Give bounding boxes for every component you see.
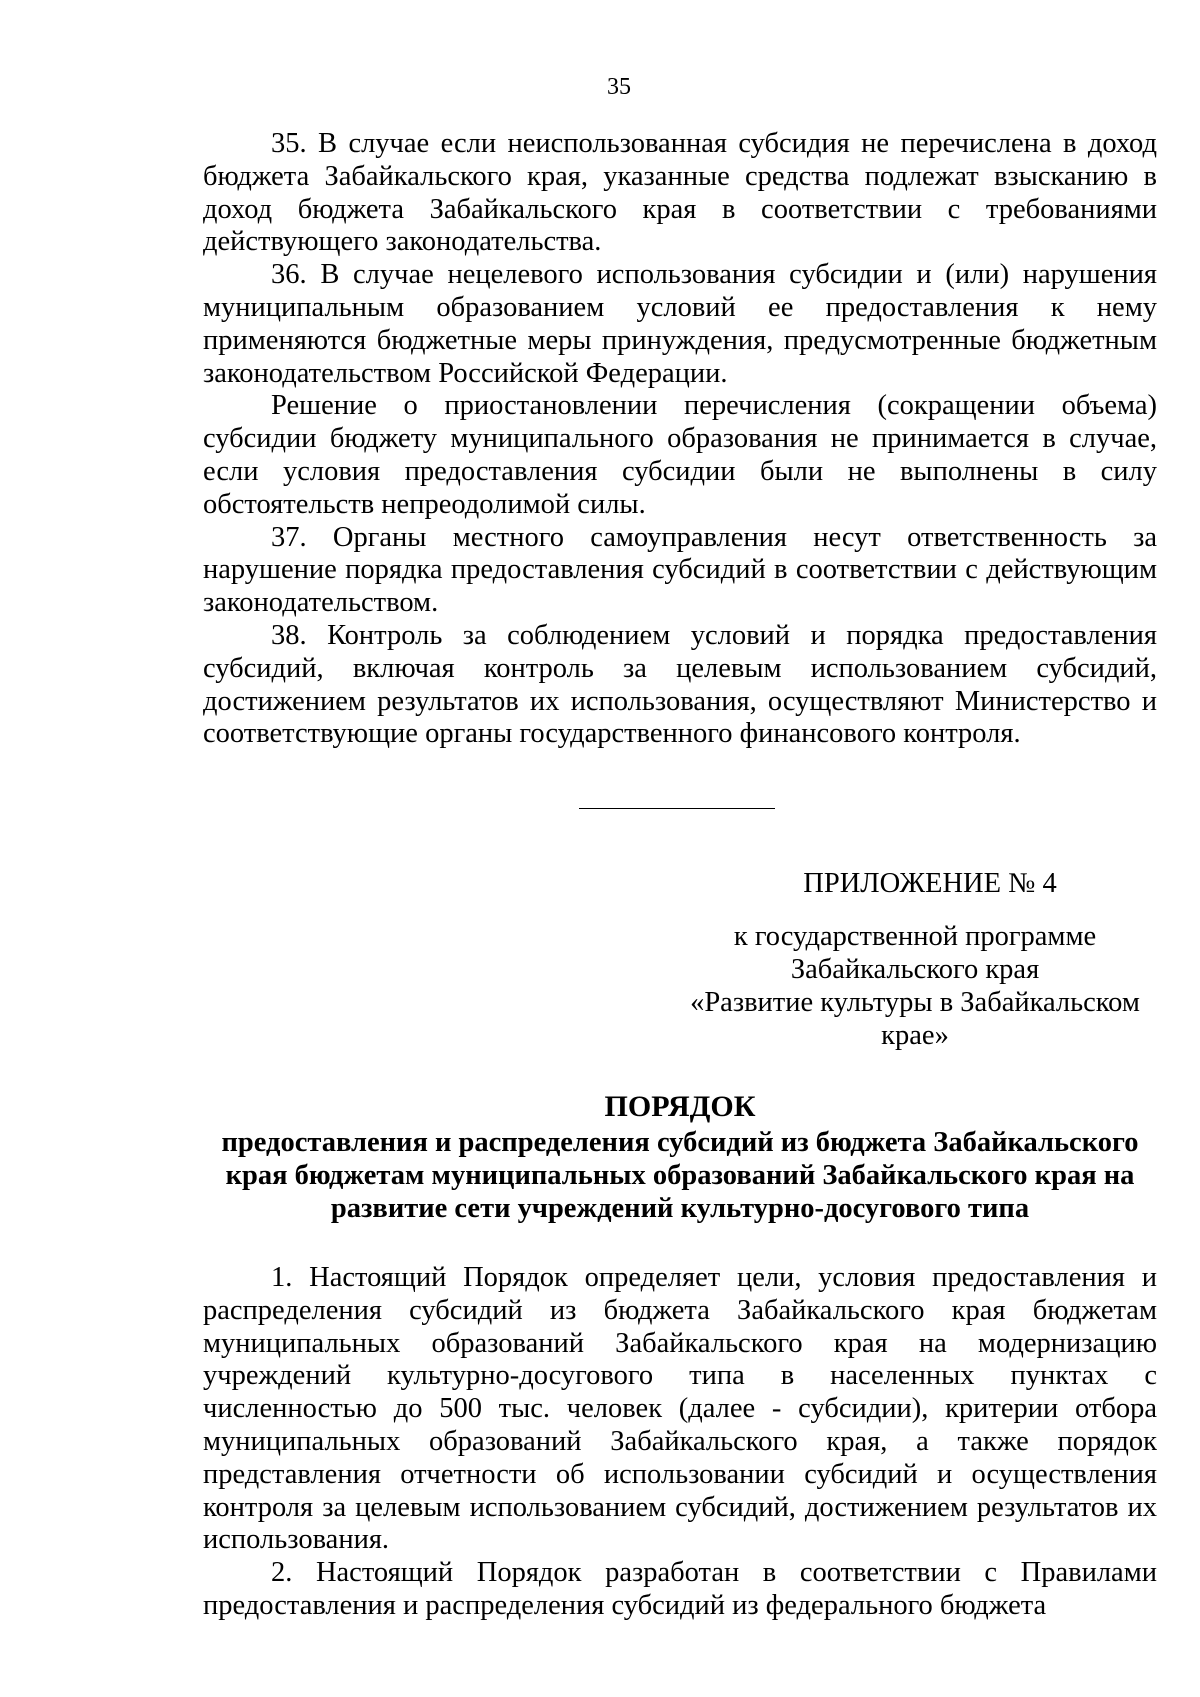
bottom-section [203, 1262, 1157, 1623]
paragraph-38: 38. Контроль за соблюдением условий и порядка предоставления субсидий, включая контроль за целевым использованием субсидий, достижением результатов их использования, осуществляют Министерство и соответствующие органы государственного финансового контроля. [203, 619, 1157, 750]
top-section [203, 128, 1157, 751]
heading-line: края бюджетам муниципальных образований Забайкальского края на [225, 1160, 1135, 1191]
appendix-line: Забайкальского края [790, 954, 1040, 985]
heading-line: предоставления и распределения субсидий из бюджета Забайкальского [221, 1127, 1139, 1158]
paragraph-36: 36. В случае нецелевого использования субсидии и (или) нарушения муниципальным образованием условий ее предоставления к нему применяются бюджетные меры принуждения, предусмотренные бюджетным законодательством Российской Федерации. [203, 259, 1157, 389]
paragraph-36-decision: Решение о приостановлении перечисления (сокращении объема) субсидии бюджету муниципального образования не принимается в случае, если условия предоставления субсидии были не выполнены в силу обстоятельств непреодолимой силы. [203, 390, 1157, 520]
paragraph-35: 35. В случае если неиспользованная субсидия не перечислена в доход бюджета Забайкальского края, указанные средства подлежат взысканию в доход бюджета Забайкальского края в соответствии с требованиями действующего законодательства. [203, 128, 1157, 258]
document-heading [203, 1088, 1157, 1225]
paragraph-1: 1. Настоящий Порядок определяет цели, условия предоставления и распределения субсидий из бюджета Забайкальского края бюджетам муниципальных образований Забайкальского края на модернизацию учреждений культурно-досугового типа в населенных пунктах с численностью до 500 тыс. человек (далее - субсидии), критерии отбора муниципальных образований Забайкальского края, а также порядок представления отчетности об использовании субсидий и осуществления контроля за целевым использованием субсидий, достижением результатов их использования. [203, 1262, 1157, 1556]
heading-title: ПОРЯДОК [604, 1090, 756, 1123]
appendix-subtitle [650, 920, 1180, 1052]
page-number: 35 [607, 74, 631, 100]
appendix-title: ПРИЛОЖЕНИЕ № 4 [803, 868, 1057, 899]
appendix-line: крае» [881, 1020, 949, 1051]
appendix-line: «Развитие культуры в Забайкальском [690, 987, 1140, 1018]
section-divider [579, 808, 775, 809]
appendix-line: к государственной программе [733, 921, 1097, 952]
paragraph-2: 2. Настоящий Порядок разработан в соответствии с Правилами предоставления и распределения субсидий из федерального бюджета [203, 1557, 1157, 1621]
paragraph-37: 37. Органы местного самоуправления несут ответственность за нарушение порядка предоставления субсидий в соответствии с действующим законодательством. [203, 521, 1157, 619]
heading-line: развитие сети учреждений культурно-досугового типа [330, 1193, 1030, 1224]
